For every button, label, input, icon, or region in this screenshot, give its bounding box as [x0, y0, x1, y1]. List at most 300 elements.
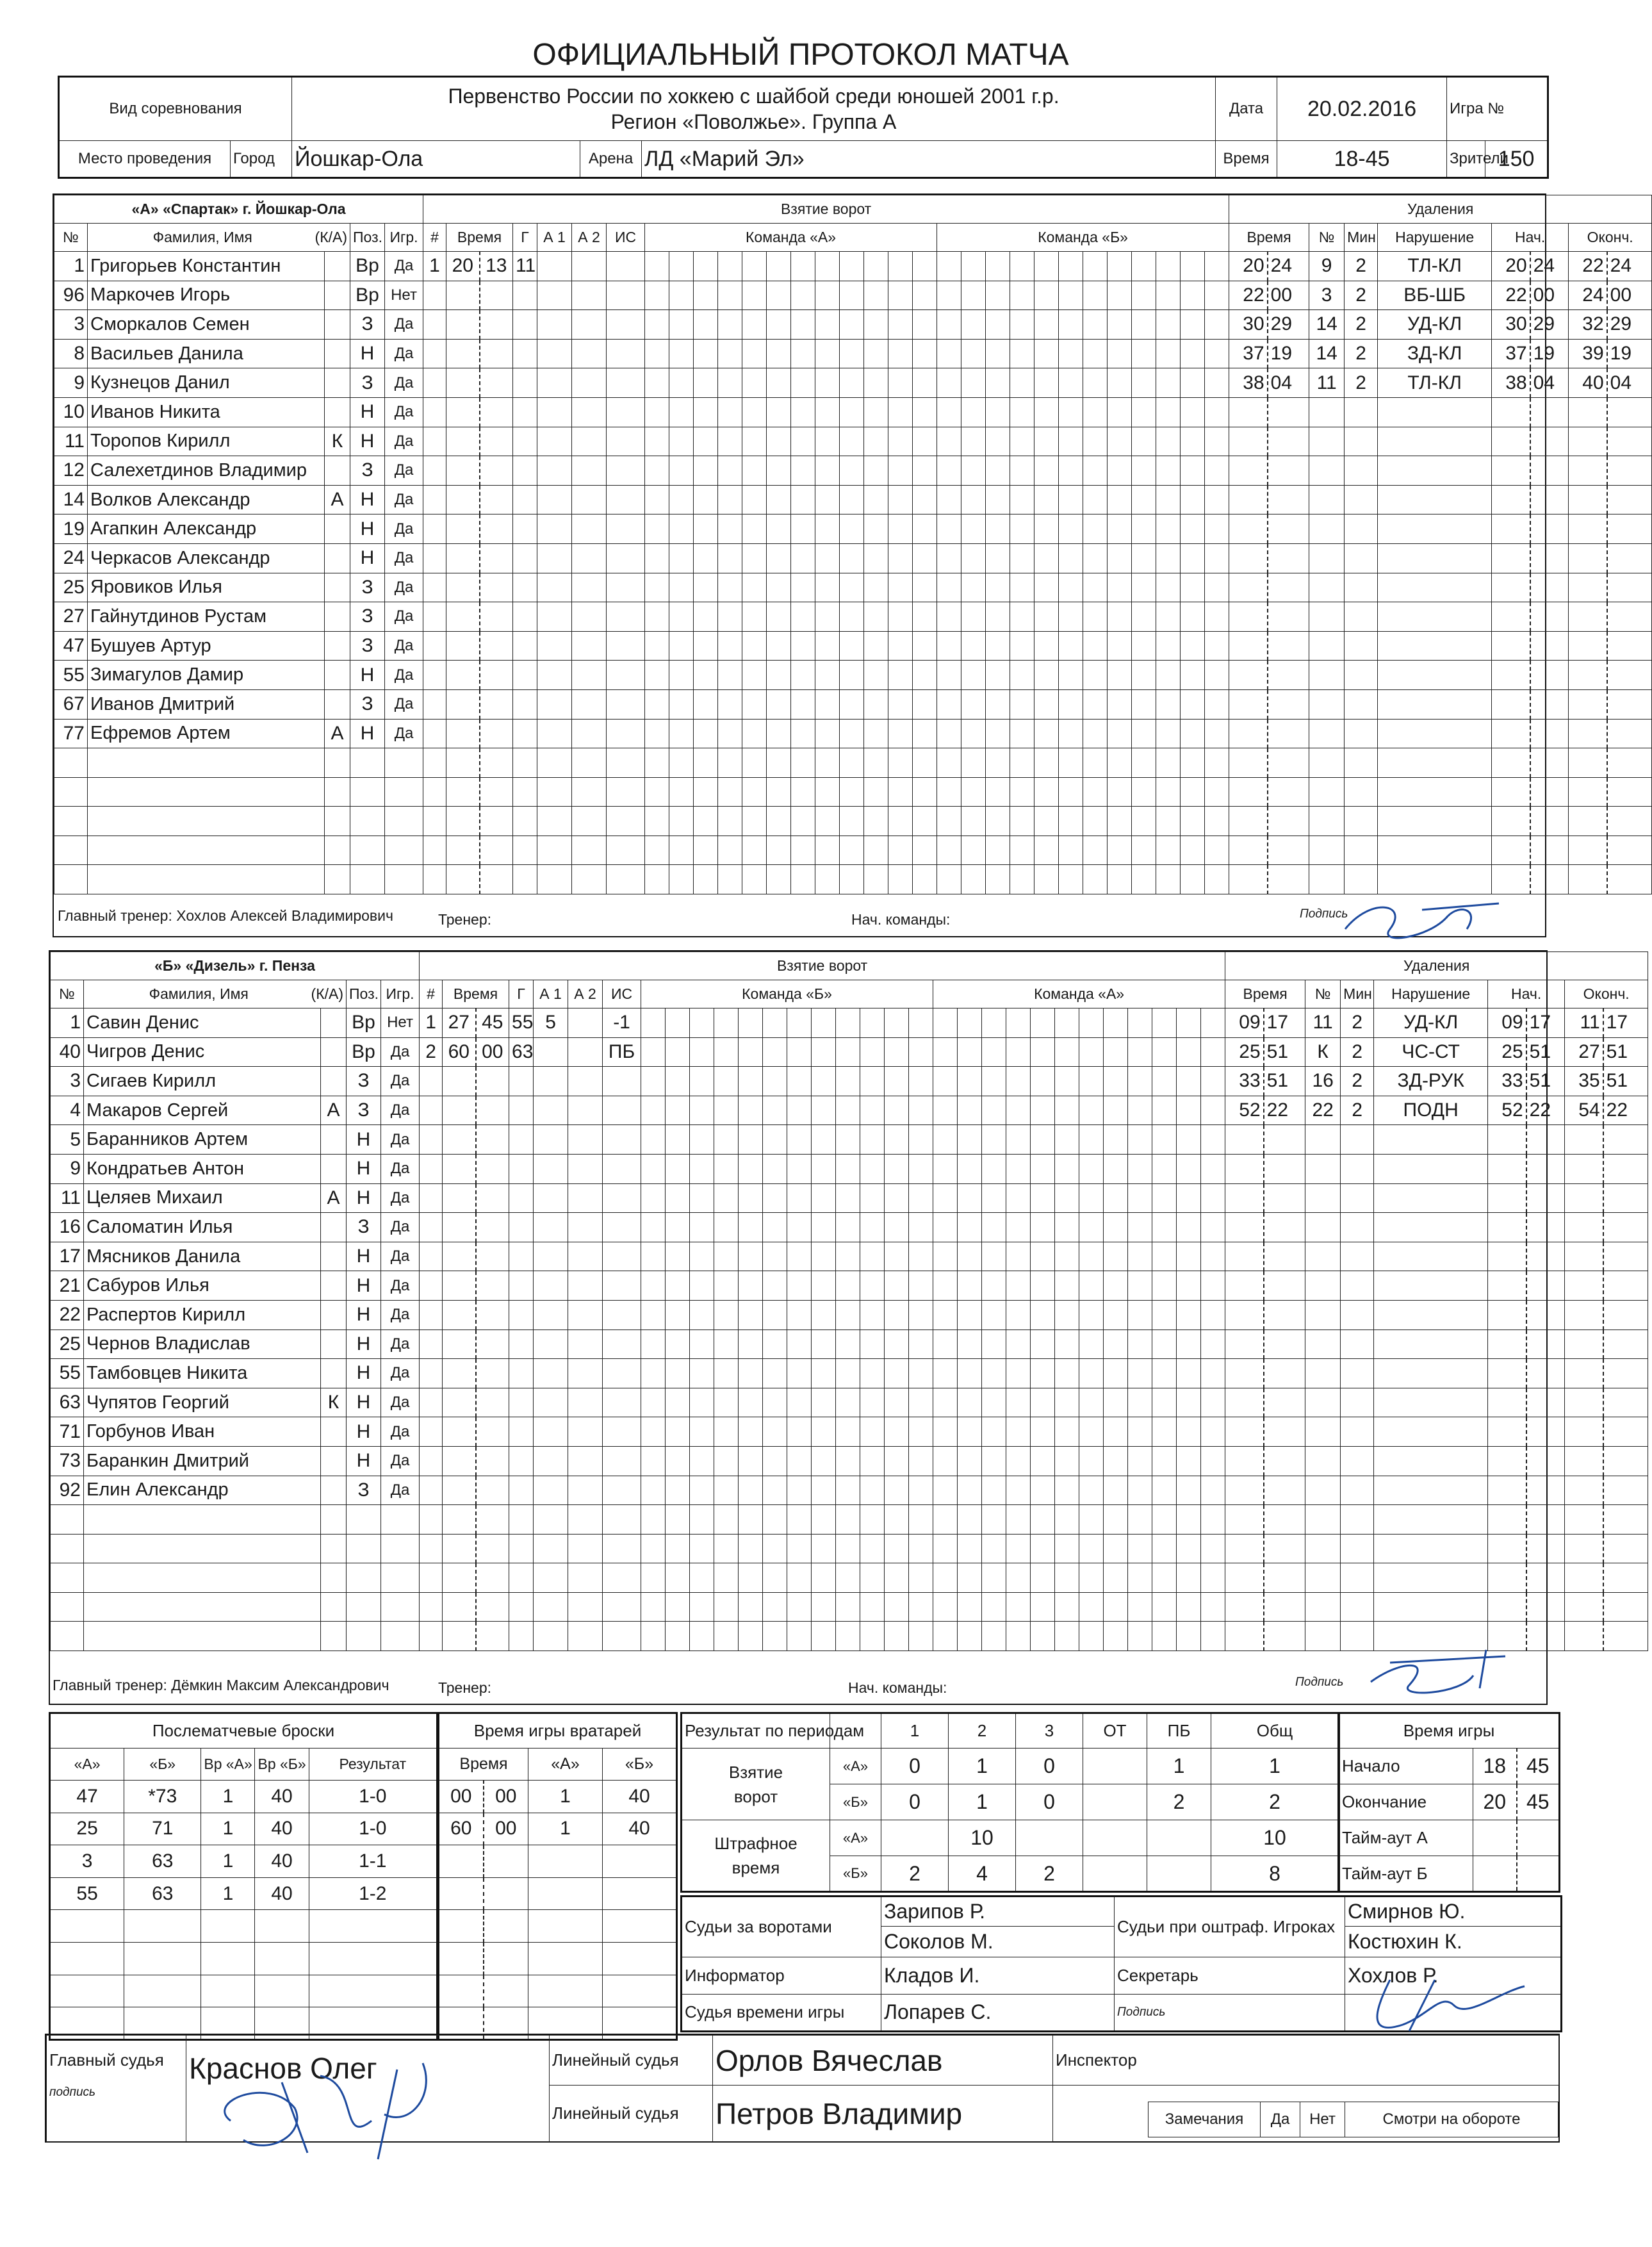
penalty-start-sec	[1530, 573, 1569, 602]
goal-number	[423, 485, 446, 514]
penalty-sec: 22	[1264, 1096, 1305, 1125]
col-pos: Поз.	[350, 224, 385, 252]
goal-situation	[603, 1329, 641, 1359]
goal-assist-2	[568, 1359, 603, 1388]
penalty-end-sec	[1603, 1359, 1648, 1388]
penalty-minutes: 2	[1345, 368, 1378, 398]
penalty-start-sec: 04	[1530, 368, 1569, 398]
penalty-minutes	[1341, 1154, 1374, 1183]
shootout-cell: 63	[124, 1877, 201, 1910]
arena-value: ЛД «Марий Эл»	[642, 141, 1216, 178]
goal-min	[443, 1534, 476, 1563]
penalty-sec: 04	[1268, 368, 1309, 398]
player-position: Н	[350, 427, 385, 456]
period-value: 0	[1016, 1749, 1083, 1784]
goal-min	[443, 1446, 476, 1476]
player-name	[84, 1563, 321, 1593]
penalty-start-min: 38	[1492, 368, 1530, 398]
player-number: 11	[54, 427, 88, 456]
penalty-player: 11	[1309, 368, 1345, 398]
goal-min	[446, 835, 480, 865]
player-played	[385, 748, 423, 778]
shootout-cell	[309, 1975, 437, 2007]
penalty-end-min	[1565, 1622, 1603, 1651]
player-position: З	[347, 1096, 381, 1125]
goal-situation	[603, 1213, 641, 1242]
player-role	[321, 1300, 347, 1329]
goal-scorer	[509, 1563, 534, 1593]
period-value: 1	[1211, 1749, 1339, 1784]
goal-min	[443, 1388, 476, 1417]
penalty-min	[1229, 456, 1268, 486]
goalie-cell: 00	[484, 1813, 528, 1845]
goal-situation	[607, 602, 645, 632]
period-value	[1083, 1749, 1147, 1784]
table-row	[54, 339, 1652, 368]
penalty-start-sec	[1530, 602, 1569, 632]
penalty-violation	[1378, 835, 1492, 865]
penalty-start-sec	[1526, 1154, 1565, 1183]
player-name: Баранников Артем	[84, 1125, 321, 1155]
goal-sec	[480, 397, 513, 427]
penalty-min	[1225, 1388, 1264, 1417]
goal-scorer	[509, 1417, 534, 1447]
table-row	[54, 543, 1652, 573]
goal-scorer	[509, 1476, 534, 1505]
player-number: 96	[54, 281, 88, 310]
goal-assist-2	[568, 1096, 603, 1125]
penalty-player	[1309, 835, 1345, 865]
goal-number	[420, 1125, 443, 1155]
penalty-minutes	[1341, 1125, 1374, 1155]
penalty-start-min	[1492, 456, 1530, 486]
player-role	[325, 397, 350, 427]
period-value: 0	[1016, 1784, 1083, 1820]
penalty-start-min: 25	[1488, 1037, 1526, 1067]
goal-number	[423, 865, 446, 894]
penalty-min	[1229, 485, 1268, 514]
goal-assist-1	[534, 1622, 568, 1651]
goal-situation	[603, 1067, 641, 1096]
penalty-minutes	[1345, 573, 1378, 602]
penalty-violation: ТЛ-КЛ	[1378, 368, 1492, 398]
page-title: ОФИЦИАЛЬНЫЙ ПРОТОКОЛ МАТЧА	[532, 38, 1069, 72]
penalty-sec	[1268, 719, 1309, 748]
penalty-player	[1305, 1125, 1341, 1155]
player-name: Иванов Дмитрий	[88, 689, 325, 719]
goal-assist-2	[572, 689, 607, 719]
player-position: Н	[347, 1300, 381, 1329]
goal-min	[446, 368, 480, 398]
col-pos: Поз.	[347, 980, 381, 1008]
penalty-violation	[1374, 1476, 1488, 1505]
table-row	[51, 1329, 1648, 1359]
player-role	[321, 1359, 347, 1388]
player-name	[88, 865, 325, 894]
player-role	[321, 1154, 347, 1183]
player-role	[321, 1125, 347, 1155]
penalty-sec	[1264, 1359, 1305, 1388]
penalty-violation	[1378, 602, 1492, 632]
goal-number	[423, 807, 446, 836]
team-a-section	[53, 193, 1633, 937]
goal-assist-2	[572, 397, 607, 427]
player-played: Да	[385, 514, 423, 544]
goal-assist-2	[568, 1271, 603, 1301]
goal-number	[423, 835, 446, 865]
goal-situation: -1	[603, 1008, 641, 1038]
goal-assist-1	[534, 1417, 568, 1447]
penalty-violation	[1378, 485, 1492, 514]
player-number	[54, 807, 88, 836]
player-position: Н	[347, 1388, 381, 1417]
penalty-player	[1309, 602, 1345, 632]
goalie-col-time: Время	[439, 1749, 528, 1781]
shootout-cell	[124, 1910, 201, 1943]
penalty-start-sec	[1526, 1388, 1565, 1417]
player-number	[51, 1534, 84, 1563]
shootout-cell: 1	[201, 1877, 255, 1910]
penalty-end-min: 32	[1569, 310, 1607, 340]
penalty-sec	[1268, 748, 1309, 778]
period-value	[1083, 1784, 1147, 1820]
penalty-min	[1229, 602, 1268, 632]
player-role: А	[325, 485, 350, 514]
goals-header: Взятие ворот	[420, 952, 1225, 980]
goal-sec	[476, 1505, 509, 1535]
goal-assist-1	[534, 1388, 568, 1417]
penalty-min	[1225, 1505, 1264, 1535]
penalty-sec	[1268, 631, 1309, 661]
penalty-end-min	[1569, 427, 1607, 456]
penalty-minutes: 2	[1345, 281, 1378, 310]
player-role	[321, 1417, 347, 1447]
player-name: Савин Денис	[84, 1008, 321, 1038]
player-played: Да	[385, 427, 423, 456]
player-position	[350, 807, 385, 836]
penalty-sec	[1268, 543, 1309, 573]
goal-situation	[607, 748, 645, 778]
player-number	[54, 865, 88, 894]
penalty-min: 37	[1229, 339, 1268, 368]
goal-situation	[603, 1242, 641, 1271]
period-value: 1	[949, 1784, 1016, 1820]
player-role	[325, 339, 350, 368]
penalty-player	[1305, 1476, 1341, 1505]
penalty-sec	[1264, 1213, 1305, 1242]
goal-sec	[480, 865, 513, 894]
penalty-start-min	[1488, 1476, 1526, 1505]
penalty-player	[1305, 1300, 1341, 1329]
table-row	[51, 1067, 1648, 1096]
penalty-min	[1225, 1183, 1264, 1213]
goal-assist-2	[568, 1213, 603, 1242]
goal-assist-2	[568, 1125, 603, 1155]
player-name	[88, 748, 325, 778]
goal-assist-1	[534, 1534, 568, 1563]
goalie-cell	[528, 1975, 603, 2007]
penalty-end-sec	[1603, 1417, 1648, 1447]
player-role	[321, 1008, 347, 1038]
goal-scorer	[513, 485, 537, 514]
table-row	[51, 1242, 1648, 1271]
penalty-sec: 24	[1268, 252, 1309, 281]
player-played: Да	[385, 252, 423, 281]
col-name: Фамилия, Имя (К/А)	[84, 980, 347, 1008]
player-role	[325, 777, 350, 807]
goal-assist-1	[534, 1067, 568, 1096]
player-position: Н	[350, 485, 385, 514]
player-position	[350, 748, 385, 778]
penalty-start-min	[1488, 1242, 1526, 1271]
player-role: К	[321, 1388, 347, 1417]
player-position: З	[350, 368, 385, 398]
table-row	[54, 368, 1652, 398]
penalty-end-min	[1569, 514, 1607, 544]
penalty-end-sec	[1607, 777, 1652, 807]
spectators-label: Зрители	[1447, 141, 1485, 178]
penalty-start-min	[1488, 1592, 1526, 1622]
goalie-cell	[528, 1845, 603, 1878]
table-row	[51, 1154, 1648, 1183]
penalty-player	[1305, 1329, 1341, 1359]
player-role	[325, 456, 350, 486]
goal-judges-label: Судьи за воротами	[682, 1897, 881, 1957]
penalty-min	[1229, 835, 1268, 865]
goal-sec	[480, 602, 513, 632]
player-name	[84, 1534, 321, 1563]
table-row	[439, 1942, 677, 1975]
goal-number	[423, 631, 446, 661]
col-a1: А 1	[534, 980, 568, 1008]
penalty-minutes	[1345, 543, 1378, 573]
player-position: З	[350, 602, 385, 632]
player-name	[84, 1592, 321, 1622]
goal-sec	[480, 631, 513, 661]
player-number: 24	[54, 543, 88, 573]
goal-assist-1	[537, 865, 572, 894]
team-a-trainer-label: Тренер:	[438, 911, 492, 928]
player-name: Сигаев Кирилл	[84, 1067, 321, 1096]
penalty-start-sec	[1530, 689, 1569, 719]
shootout-cell: 40	[255, 1877, 309, 1910]
goal-situation	[607, 865, 645, 894]
player-position: З	[347, 1213, 381, 1242]
penalty-player	[1305, 1534, 1341, 1563]
goal-assist-1	[534, 1183, 568, 1213]
goalie-cell: 1	[528, 1781, 603, 1813]
player-played: Да	[381, 1242, 420, 1271]
col-play: Игр.	[385, 224, 423, 252]
penalty-end-sec	[1607, 397, 1652, 427]
goal-number	[420, 1242, 443, 1271]
goal-scorer	[513, 748, 537, 778]
goal-assist-2	[572, 573, 607, 602]
goal-assist-1	[537, 748, 572, 778]
player-number: 10	[54, 397, 88, 427]
goal-min	[446, 281, 480, 310]
goal-scorer	[513, 456, 537, 486]
player-position	[347, 1563, 381, 1593]
goal-scorer	[513, 602, 537, 632]
penalty-minutes	[1345, 719, 1378, 748]
penalty-end-min	[1565, 1592, 1603, 1622]
table-row	[54, 777, 1652, 807]
player-number: 14	[54, 485, 88, 514]
penalty-sec	[1264, 1300, 1305, 1329]
period-col: ПБ	[1147, 1713, 1211, 1749]
penalty-end-min: 22	[1569, 252, 1607, 281]
table-row	[54, 485, 1652, 514]
goal-assist-1	[537, 456, 572, 486]
penalty-start-min	[1488, 1505, 1526, 1535]
penalty-sec	[1268, 514, 1309, 544]
player-number	[54, 748, 88, 778]
player-position: Н	[350, 514, 385, 544]
player-role	[321, 1037, 347, 1067]
penalty-end-sec	[1607, 602, 1652, 632]
player-number: 63	[51, 1388, 84, 1417]
player-played: Да	[385, 368, 423, 398]
player-name: Зимагулов Дамир	[88, 661, 325, 690]
player-played: Да	[381, 1388, 420, 1417]
player-role	[325, 252, 350, 281]
penalty-end-sec	[1607, 835, 1652, 865]
player-played: Да	[381, 1037, 420, 1067]
table-row	[54, 427, 1652, 456]
game-start-min: 45	[1517, 1749, 1560, 1784]
secretary-label: Секретарь	[1115, 1957, 1345, 1994]
player-role	[321, 1505, 347, 1535]
player-position	[350, 835, 385, 865]
player-number: 17	[51, 1242, 84, 1271]
player-role	[321, 1534, 347, 1563]
goal-assist-2	[572, 835, 607, 865]
penalty-violation: ПОДН	[1374, 1096, 1488, 1125]
goalie-cell: 60	[439, 1813, 484, 1845]
penalty-sec	[1264, 1563, 1305, 1593]
goal-sec	[480, 368, 513, 398]
table-row	[51, 1125, 1648, 1155]
shootout-cell: 1-2	[309, 1877, 437, 1910]
penalty-sec	[1268, 456, 1309, 486]
goal-assist-2	[568, 1446, 603, 1476]
col-play: Игр.	[381, 980, 420, 1008]
goal-situation	[607, 485, 645, 514]
penalty-end-sec	[1607, 485, 1652, 514]
player-position	[347, 1505, 381, 1535]
goal-number	[423, 397, 446, 427]
goal-number	[423, 427, 446, 456]
penalty-violation: УД-КЛ	[1374, 1008, 1488, 1038]
col-end: Оконч.	[1565, 980, 1648, 1008]
penalty-player	[1305, 1271, 1341, 1301]
goal-number	[420, 1388, 443, 1417]
penalty-sec	[1264, 1388, 1305, 1417]
goal-assist-1	[537, 661, 572, 690]
goal-assist-1	[534, 1125, 568, 1155]
player-name: Кузнецов Данил	[88, 368, 325, 398]
player-number: 9	[54, 368, 88, 398]
notes-see-back: Смотри на обороте	[1345, 2102, 1558, 2137]
goal-scorer	[513, 368, 537, 398]
table-row	[51, 1388, 1648, 1417]
goal-situation	[603, 1417, 641, 1447]
player-played: Да	[385, 543, 423, 573]
goal-min	[443, 1125, 476, 1155]
penalty-end-sec	[1603, 1446, 1648, 1476]
goal-min	[443, 1592, 476, 1622]
date-value: 20.02.2016	[1277, 77, 1447, 141]
player-name: Горбунов Иван	[84, 1417, 321, 1447]
penalty-player: 3	[1309, 281, 1345, 310]
penalty-start-min	[1488, 1271, 1526, 1301]
penalty-sec	[1268, 573, 1309, 602]
penalty-min: 09	[1225, 1008, 1264, 1038]
penalty-start-sec: 19	[1530, 339, 1569, 368]
penalty-start-sec: 22	[1526, 1096, 1565, 1125]
goal-min	[443, 1505, 476, 1535]
goal-scorer	[513, 397, 537, 427]
penalty-start-sec: 51	[1526, 1037, 1565, 1067]
goalie-time-table	[438, 1712, 678, 2041]
penalty-end-sec	[1603, 1534, 1648, 1563]
player-role	[325, 865, 350, 894]
penalty-start-sec	[1530, 807, 1569, 836]
penalty-end-min	[1569, 777, 1607, 807]
goalie-cell	[528, 1910, 603, 1943]
col-g: Г	[509, 980, 534, 1008]
penalty-player	[1305, 1446, 1341, 1476]
table-row	[54, 573, 1652, 602]
period-value	[1147, 1820, 1211, 1856]
penalty-sec	[1268, 835, 1309, 865]
penalty-violation	[1378, 514, 1492, 544]
player-played: Да	[385, 661, 423, 690]
periods-title: Результат по периодам	[682, 1713, 830, 1749]
player-position: Н	[347, 1446, 381, 1476]
goal-assist-2	[572, 807, 607, 836]
goal-number	[423, 339, 446, 368]
penalty-sec	[1264, 1125, 1305, 1155]
penalty-end-sec	[1607, 543, 1652, 573]
table-row	[54, 807, 1652, 836]
date-label: Дата	[1216, 77, 1277, 141]
goal-scorer	[509, 1534, 534, 1563]
penalty-player	[1305, 1213, 1341, 1242]
player-played	[385, 807, 423, 836]
goal-sec	[480, 514, 513, 544]
goal-situation	[607, 543, 645, 573]
goal-situation	[607, 368, 645, 398]
player-role	[325, 281, 350, 310]
penalty-end-min: 11	[1565, 1008, 1603, 1038]
penalty-minutes	[1345, 631, 1378, 661]
penalty-violation	[1378, 397, 1492, 427]
goal-number	[423, 689, 446, 719]
penalty-start-sec	[1530, 661, 1569, 690]
table-row	[50, 1877, 438, 1910]
table-row	[50, 1813, 438, 1845]
line-judge-1-label: Линейный судья	[550, 2036, 713, 2086]
goalie-cell	[439, 1845, 484, 1878]
goal-assist-1	[534, 1213, 568, 1242]
goal-assist-1	[537, 368, 572, 398]
goal-assist-1	[537, 543, 572, 573]
period-col: Общ	[1211, 1713, 1339, 1749]
penalty-start-min	[1492, 631, 1530, 661]
col-a1: А 1	[537, 224, 572, 252]
